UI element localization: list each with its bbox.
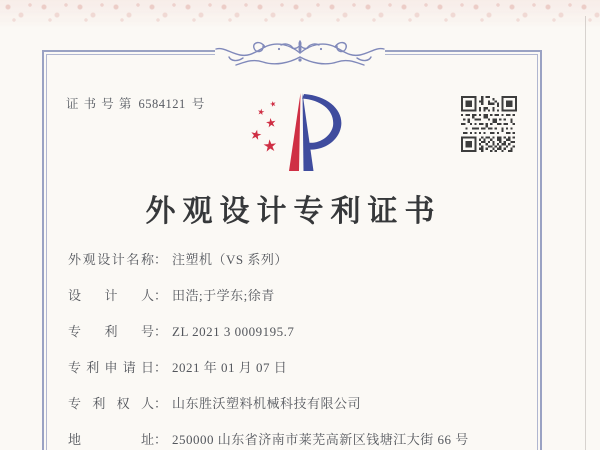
lace-background-band bbox=[0, 0, 600, 28]
field-row-address bbox=[68, 429, 554, 450]
field-label: 专利申请日 bbox=[68, 360, 154, 375]
field-value: 250000 山东省济南市莱芜高新区钱塘江大街 66 号 bbox=[172, 432, 469, 447]
certificate-number: 6584121 bbox=[138, 97, 186, 111]
field-colon: ： bbox=[154, 396, 168, 411]
field-colon: ： bbox=[154, 324, 168, 339]
field-label: 地址 bbox=[68, 432, 154, 447]
page-edge-line bbox=[585, 16, 586, 450]
field-label: 设计人 bbox=[68, 288, 154, 303]
field-colon: ： bbox=[154, 252, 168, 267]
field-colon: ： bbox=[154, 288, 168, 303]
field-value: 注塑机（VS 系列） bbox=[172, 252, 288, 267]
fields-block bbox=[68, 249, 554, 450]
certificate-number-line bbox=[66, 94, 205, 112]
field-value: ZL 2021 3 0009195.7 bbox=[172, 324, 295, 339]
field-label: 外观设计名称 bbox=[68, 252, 154, 267]
certificate-title: 外观设计专利证书 bbox=[145, 195, 442, 228]
field-row-filing-date bbox=[68, 357, 554, 379]
field-colon: ： bbox=[154, 360, 168, 375]
field-row-designers bbox=[68, 285, 554, 307]
field-row-patent-number bbox=[68, 321, 554, 343]
field-row-design-name bbox=[68, 249, 554, 271]
qr-code-icon bbox=[461, 96, 517, 152]
field-label: 专利号 bbox=[68, 324, 154, 339]
field-value: 2021 年 01 月 07 日 bbox=[172, 360, 288, 375]
certificate-number-suffix: 号 bbox=[191, 97, 206, 111]
filigree-ornament-icon bbox=[197, 36, 403, 72]
field-colon: ： bbox=[154, 432, 168, 447]
cnipa-logo-icon bbox=[250, 91, 350, 177]
field-value: 山东胜沃塑料机械科技有限公司 bbox=[172, 396, 362, 411]
field-label: 专利权人 bbox=[68, 396, 154, 411]
certificate-number-label: 证 书 号 第 bbox=[66, 97, 133, 111]
field-value: 田浩;于学东;徐青 bbox=[172, 288, 275, 303]
field-row-patentee bbox=[68, 393, 554, 415]
